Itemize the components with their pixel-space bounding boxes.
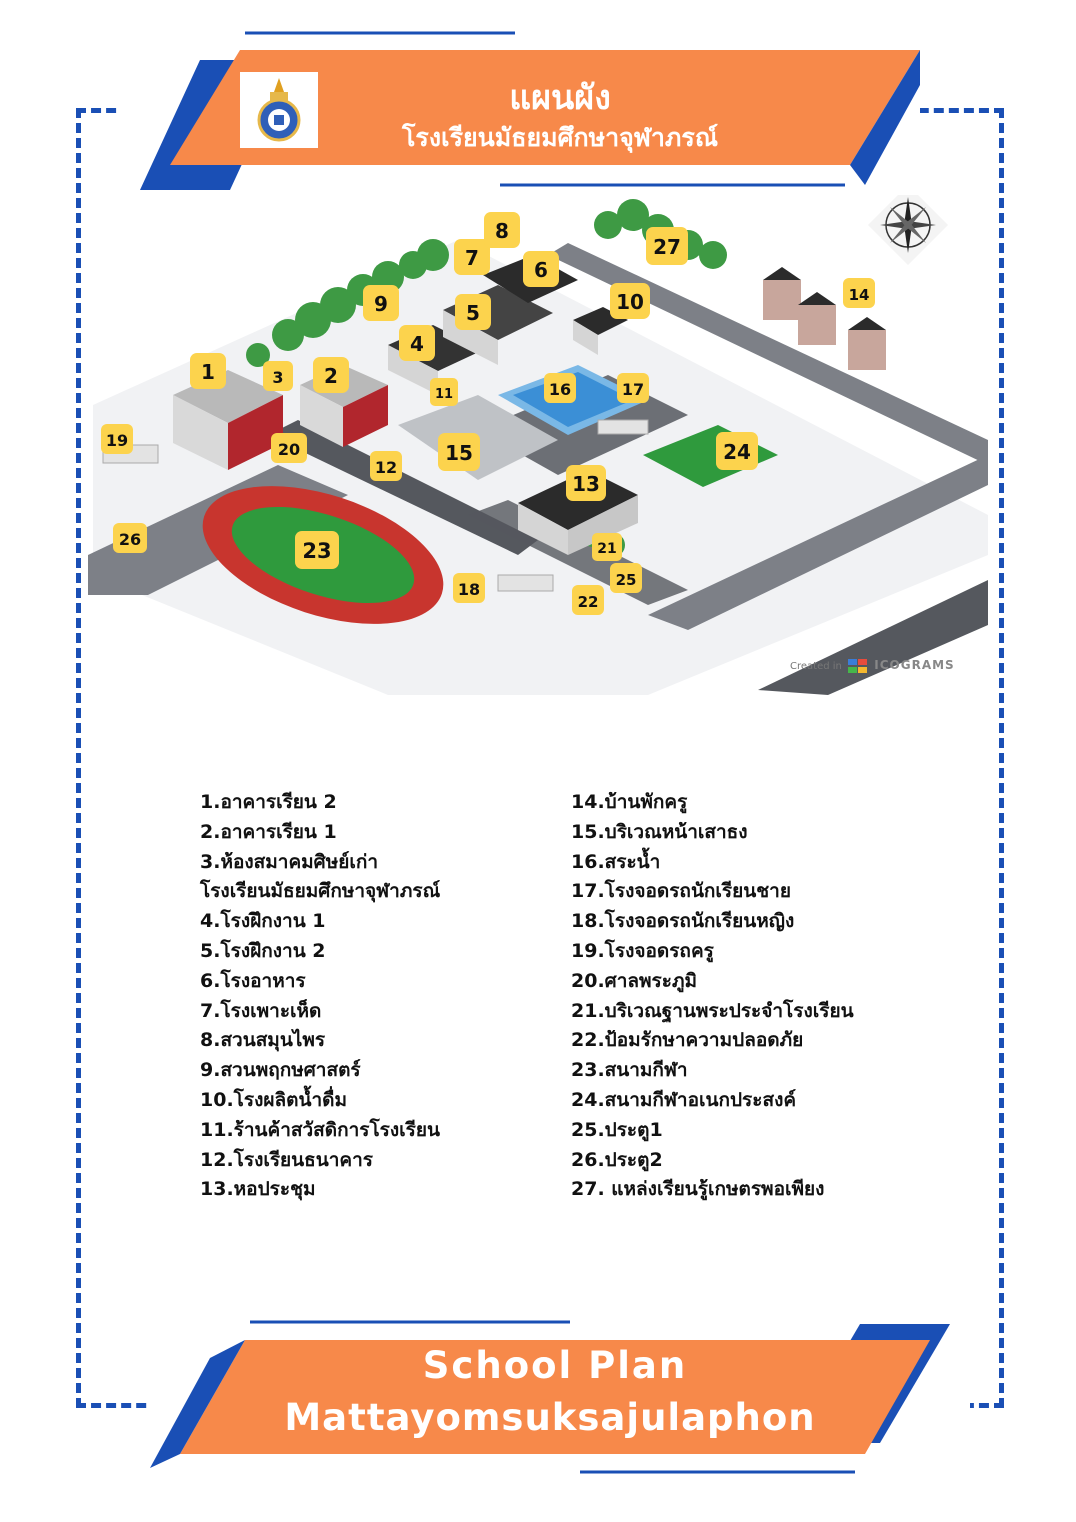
map-label-20 xyxy=(271,433,307,463)
map-label-18 xyxy=(453,573,485,603)
legend-item: 10.โรงผลิตน้ำดื่ม xyxy=(200,1088,347,1111)
map-label-text: 24 xyxy=(723,440,751,464)
map-label-text: 5 xyxy=(466,301,480,325)
legend-item: 14.บ้านพักครู xyxy=(571,791,688,813)
legend-item: 16.สระน้ำ xyxy=(571,850,661,873)
legend-item: 6.โรงอาหาร xyxy=(200,969,306,992)
map-label-text: 16 xyxy=(548,380,572,399)
legend-item: 12.โรงเรียนธนาคาร xyxy=(200,1148,374,1171)
school-map xyxy=(88,195,988,695)
legend-item: 11.ร้านค้าสวัสดิการโรงเรียน xyxy=(200,1118,440,1141)
map-label-4 xyxy=(399,325,435,361)
map-label-5 xyxy=(455,294,491,330)
map-label-text: 25 xyxy=(615,571,637,589)
map-label-11 xyxy=(430,378,458,406)
map-label-text: 9 xyxy=(374,292,388,316)
map-label-2 xyxy=(313,357,349,393)
map-label-text: 3 xyxy=(272,368,284,387)
map-label-text: 27 xyxy=(653,235,681,259)
map-label-text: 18 xyxy=(457,580,481,599)
map-label-text: 17 xyxy=(621,380,645,399)
icograms-logo-icon xyxy=(847,658,869,674)
map-label-text: 12 xyxy=(374,458,398,477)
legend-item: 4.โรงฝึกงาน 1 xyxy=(200,910,326,933)
map-label-27 xyxy=(646,227,688,265)
legend-item: 26.ประตู2 xyxy=(571,1148,663,1171)
legend-right-column xyxy=(571,788,854,1205)
legend-item: 3.ห้องสมาคมศิษย์เก่า xyxy=(200,850,379,873)
legend-left-column xyxy=(200,788,440,1205)
map-label-text: 14 xyxy=(848,286,870,304)
map-label-24 xyxy=(716,432,758,470)
map-label-text: 13 xyxy=(572,472,600,496)
map-label-17 xyxy=(617,373,649,403)
legend-item: 9.สวนพฤกษศาสตร์ xyxy=(200,1059,361,1082)
map-label-12 xyxy=(370,451,402,481)
map-label-text: 26 xyxy=(118,530,142,549)
footer-title: School Plan xyxy=(422,1344,688,1387)
compass-rose-icon xyxy=(868,195,948,265)
map-label-text: 21 xyxy=(597,541,617,557)
legend-item: 20.ศาลพระภูมิ xyxy=(571,969,698,992)
legend-item: 22.ป้อมรักษาความปลอดภัย xyxy=(571,1029,804,1052)
map-label-text: 23 xyxy=(302,539,332,563)
legend-item: 1.อาคารเรียน 2 xyxy=(200,791,337,813)
map-label-26 xyxy=(113,523,147,553)
map-label-25 xyxy=(610,563,642,593)
legend-item: 17.โรงจอดรถนักเรียนชาย xyxy=(571,880,791,903)
legend-item: 25.ประตู1 xyxy=(571,1118,663,1141)
map-label-text: 1 xyxy=(201,360,215,384)
map-label-3 xyxy=(263,361,293,391)
map-label-9 xyxy=(363,285,399,321)
map-label-8 xyxy=(484,212,520,248)
legend-item: 7.โรงเพาะเห็ด xyxy=(200,999,322,1022)
map-label-14 xyxy=(843,278,875,308)
school-logo xyxy=(240,72,318,148)
map-label-text: 2 xyxy=(324,364,338,388)
map-label-text: 10 xyxy=(616,290,644,314)
legend-item: 19.โรงจอดรถครู xyxy=(571,939,714,962)
map-label-text: 4 xyxy=(410,332,424,356)
legend-item: 24.สนามกีฬาอเนกประสงค์ xyxy=(571,1088,797,1111)
legend-item: 8.สวนสมุนไพร xyxy=(200,1029,326,1052)
legend-item: 21.บริเวณฐานพระประจำโรงเรียน xyxy=(571,999,854,1022)
map-label-16 xyxy=(544,373,576,403)
map-label-6 xyxy=(523,251,559,287)
legend-item: 5.โรงฝึกงาน 2 xyxy=(200,939,326,962)
legend-item: 23.สนามกีฬา xyxy=(571,1059,688,1082)
map-label-text: 7 xyxy=(465,246,479,270)
legend-item: 13.หอประชุม xyxy=(200,1178,316,1201)
map-label-10 xyxy=(610,283,650,319)
map-label-text: 11 xyxy=(434,387,454,402)
legend-item: 27. แหล่งเรียนรู้เกษตรพอเพียง xyxy=(571,1178,825,1201)
map-label-text: 8 xyxy=(495,219,509,243)
map-label-19 xyxy=(101,424,133,454)
map-label-text: 20 xyxy=(277,440,301,459)
map-label-text: 22 xyxy=(577,593,599,611)
map-label-text: 19 xyxy=(105,431,129,450)
map-label-text: 6 xyxy=(534,258,548,282)
footer-subtitle: Mattayomsuksajulaphon xyxy=(284,1396,816,1439)
legend-item: 15.บริเวณหน้าเสาธง xyxy=(571,820,748,843)
map-label-22 xyxy=(572,585,604,615)
page-title: แผนผัง xyxy=(509,78,611,118)
legend-item: 2.อาคารเรียน 1 xyxy=(200,820,337,843)
map-credit: Created in ICOGRAMS xyxy=(790,658,955,672)
map-label-21 xyxy=(592,533,622,561)
legend-item: 18.โรงจอดรถนักเรียนหญิง xyxy=(571,910,795,933)
map-label-7 xyxy=(454,239,490,275)
map-label-1 xyxy=(190,353,226,389)
map-label-15 xyxy=(438,433,480,471)
page-subtitle: โรงเรียนมัธยมศึกษาจุฬาภรณ์ xyxy=(401,123,719,152)
legend-item: โรงเรียนมัธยมศึกษาจุฬาภรณ์ xyxy=(200,880,441,903)
map-label-13 xyxy=(566,465,606,501)
map-label-text: 15 xyxy=(445,441,473,465)
map-label-23 xyxy=(295,531,339,569)
